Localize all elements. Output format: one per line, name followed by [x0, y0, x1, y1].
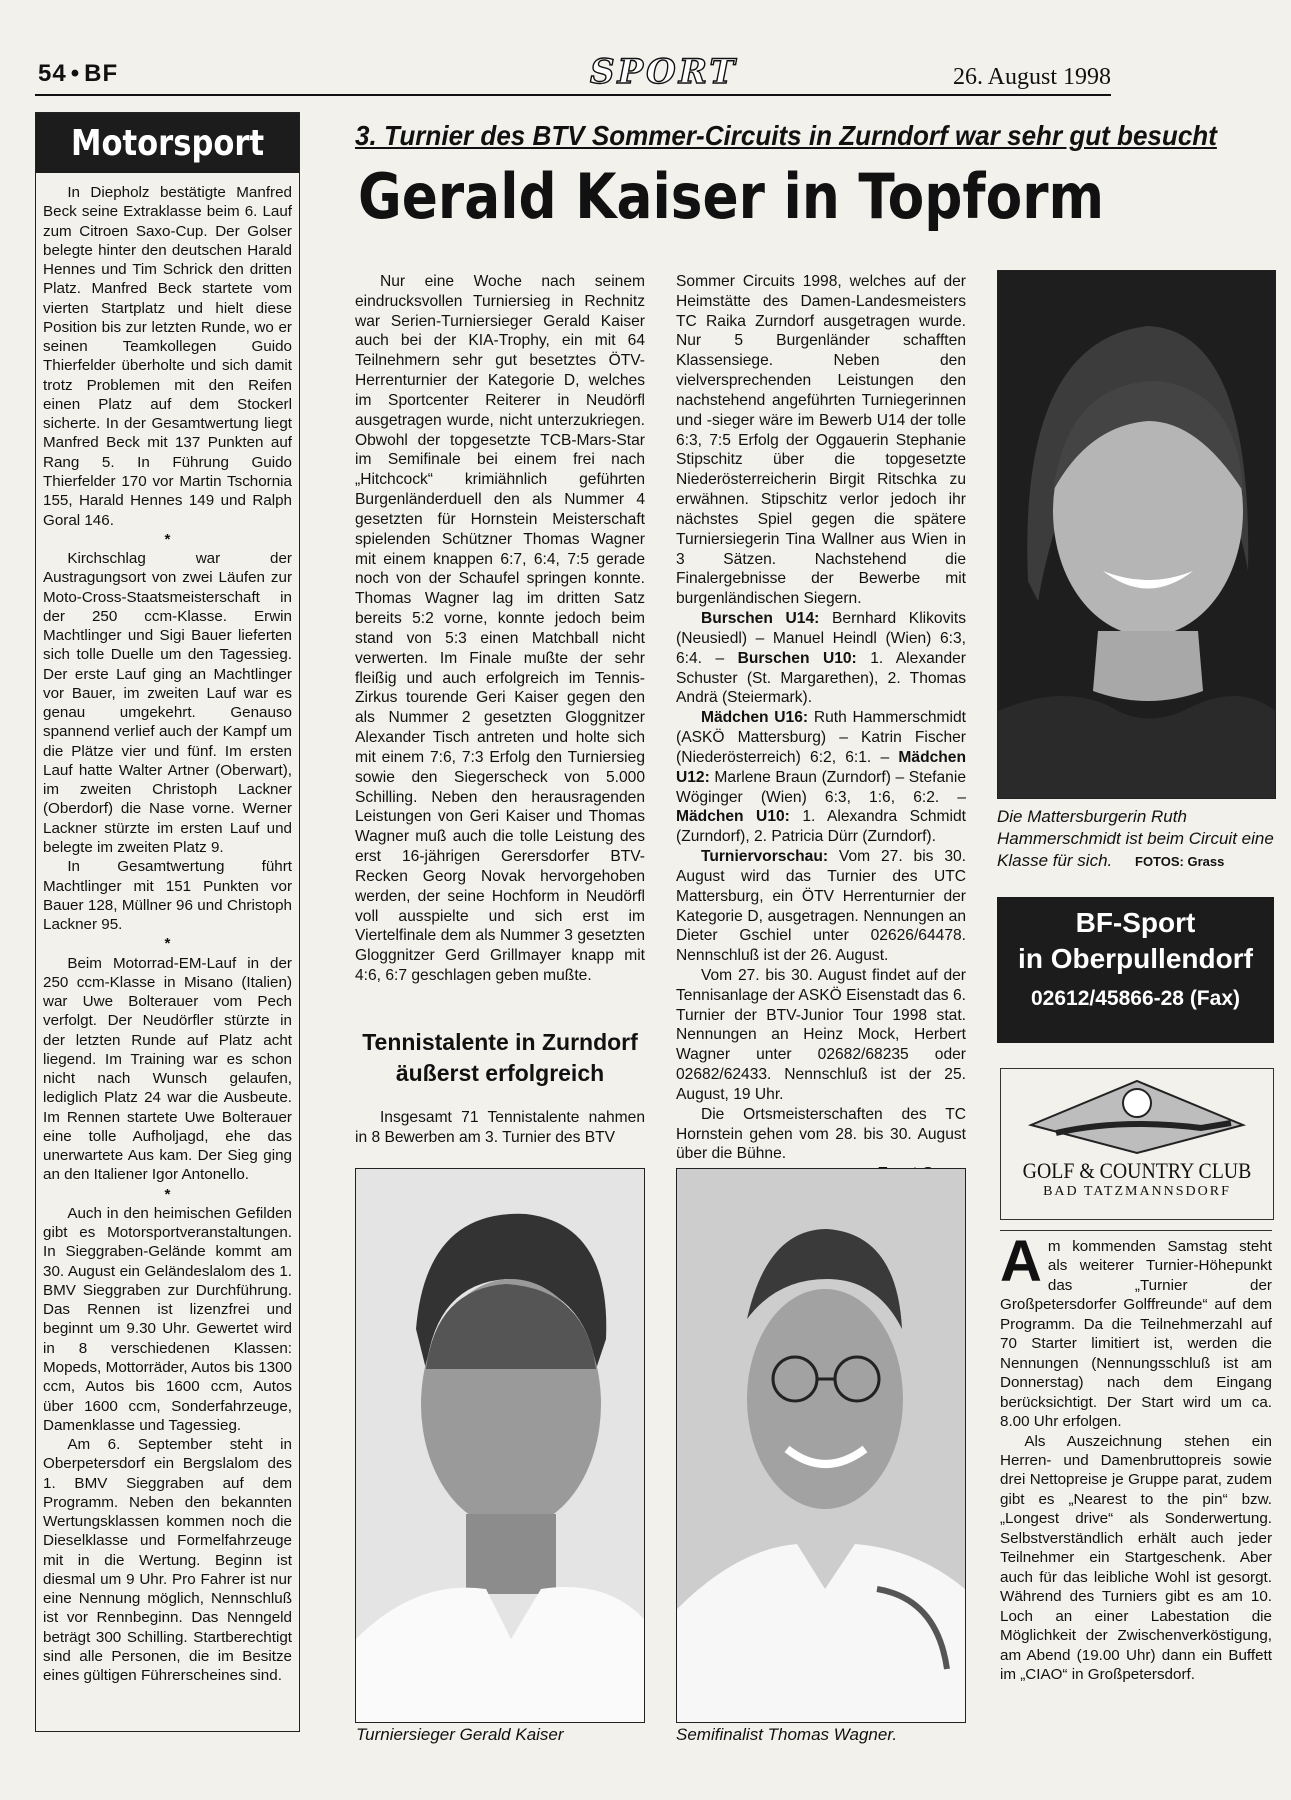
golf-para-1: Am kommenden Samstag steht als weiterer Turnier-Höhepunkt das „Turnier der Großpetersdorfer Golffreunde“ auf dem Programm. Da die Teilnehmerzahl auf 70 Starter limitiert ist, werden die Nennungen (Nennungsschluß ist am Donnerstag) nach dem Eingang berücksichtigt. Der Start wird um ca. 8.00 Uhr erfolgen. — [1000, 1229, 1272, 1431]
separator: * — [164, 530, 171, 548]
separator: * — [164, 1185, 171, 1203]
golf-emblem-icon — [1001, 1073, 1273, 1158]
issue-date: 26. August 1998 — [952, 64, 1111, 90]
article-headline: Gerald Kaiser in Topform — [358, 160, 1105, 233]
portrait-girl-icon — [998, 271, 1275, 798]
article-column-2 — [676, 272, 966, 1184]
photo-gerald-kaiser — [355, 1168, 645, 1723]
photo-ruth-hammerschmidt — [997, 270, 1276, 799]
dropcap: A — [1000, 1229, 1042, 1294]
caption-kaiser: Turniersieger Gerald Kaiser — [356, 1725, 564, 1744]
golf-para-2: Als Auszeichnung stehen ein Herren- und Damenbruttopreis sowie drei Nettopreise je Gruppe parat, zudem gibt es „Nearest to the pin“ bzw. „Longest drive“ als Sonderwertung. Selbstverständlich erhält auch jeder Teilnehmer ein Startgeschenk. Aber auch für das leibliche Wohl ist gesorgt. Während des Turniers gibt es am 10. Loch an einer Labestation die Möglichkeit der Zwischenverköstigung, am Abend (19.00 Uhr) dann ein Buffett im „CIAO“ in Großpetersdorf. — [1000, 1432, 1272, 1683]
result-u14: Burschen U14: Bernhard Klikovits (Neusiedl) – Manuel Heindl (Wien) 6:3, 6:4. – Burschen U10: 1. Alexander Schuster (St. Margarethen), 2. Thomas Andrä (Steiermark). — [676, 610, 966, 707]
page-number: 54 • BF — [38, 60, 119, 87]
photo-thomas-wagner — [676, 1168, 966, 1723]
bf-sport-box — [997, 897, 1274, 1043]
motorsport-para: In Diepholz bestätigte Manfred Beck seine Extraklasse beim 6. Lauf zum Citroen Saxo-Cup. Der Golser belegte hinter den deutschen Harald Hennes und Tim Schrick den dritten Platz. Manfred Beck startete vom vierten Startplatz und hielt diese Position bis zur letzten Runde, wo er seinen Teamkollegen Guido Thierfelder überholte und sich damit trotz Problemen mit den Reifen einen Platz auf dem Stockerl sicherte. In der Gesamtwertung liegt Manfred Beck mit 137 Punkten auf Rang 5. In Führung Guido Thierfelder 170 vor Martin Tschornia 155, Harald Hennes 149 und Ralph Goral 146. — [43, 184, 292, 529]
caption-wagner: Semifinalist Thomas Wagner. — [676, 1725, 898, 1744]
motorsport-para: Am 6. September steht in Oberpetersdorf ein Bergslalom des 1. BMV Sieggraben auf dem Programm. Neben den bekannten Wertungsklassen kommen noch die Dieselklasse und Formelfahrzeuge mit in die Wertung. Beginn ist diesmal um 9 Uhr. Pro Fahrer ist nur eine Nennung möglich, Nennschluß ist vor Rennbeginn. Das Nenngeld beträgt 300 Schilling. Startberechtigt sind alle Personen, die im Besitze eines gültigen Führerscheines sind. — [43, 1436, 292, 1685]
article-para: Insgesamt 71 Tennistalente nahmen in 8 Bewerben am 3. Turnier des BTV — [355, 1109, 645, 1146]
motorsport-text — [36, 173, 299, 1686]
portrait-man-icon — [356, 1169, 644, 1722]
article-para: Sommer Circuits 1998, welches auf der Heimstätte des Damen-Landesmeisters TC Raika Zurndorf ausgetragen wurde. Nur 5 Burgenländer schafften Klassensiege. Neben den vielversprechenden Leistungen den nachstehend angeführten Turniegerinnen und -sieger wäre im Bewerb U14 der tolle 6:3, 7:5 Erfolg der Oggauerin Stephanie Stipschitz über die topgesetzte Niederösterreicherin Birgit Ritschka zu erwähnen. Stipschitz verlor jedoch ihr nächstes Spiel gegen die spätere Turniersiegerin Tina Wallner aus Wien in 3 Sätzen. Nachstehend die Finalergebnisse der Bewerbe mit burgenländischen Siegern. — [676, 273, 966, 608]
article-column-1b — [355, 1108, 645, 1148]
subhead: Tennistalente in Zurndorf äußerst erfolgreich — [362, 1029, 638, 1087]
golf-article — [1000, 1230, 1272, 1684]
section-title: SPORT — [590, 52, 738, 92]
motorsport-para: Kirchschlag war der Austragungsort von zwei Läufen zur Moto-Cross-Staatsmeisterschaft in der 250 ccm-Klasse. Erwin Machtlinger und Sigi Bauer lieferten sich tolle Duelle um den Tagessieg. Der erste Lauf ging an Machtlinger vor Bauer, im zweiten Lauf war es genau umgekehrt. Genauso spannend verlief auch der Kampf um die Plätze vier und fünf. Im ersten Lauf hatte Walter Artner (Oberwart), im zweiten Christoph Lackner (Oberdorf) die Nase vorne. Werner Lackner stürzte im ersten Lauf und belegte im zweiten Platz 9. — [43, 549, 292, 856]
article-para: Die Ortsmeisterschaften des TC Hornstein gehen vom 28. bis 30. August über die Bühne. — [676, 1105, 966, 1184]
bf-sport-location: in Oberpullendorf — [1018, 943, 1253, 974]
article-overline: 3. Turnier des BTV Sommer-Circuits in Zurndorf war sehr gut besucht — [355, 120, 1217, 151]
motorsport-box — [35, 112, 300, 1732]
bf-sport-phone: 02612/45866-28 (Fax) — [1031, 987, 1240, 1010]
golf-club-name: GOLF & COUNTRY CLUB — [1022, 1158, 1252, 1183]
photo-credit: FOTOS: Grass — [1135, 854, 1225, 870]
caption-ruth: Die Mattersburgerin Ruth Hammerschmidt ist beim Circuit eine Klasse für sich. FOTOS: Grass — [997, 807, 1274, 871]
header-rule — [35, 94, 1111, 96]
article-para: Vom 27. bis 30. August findet auf der Tennisanlage der ASKÖ Eisenstadt das 6. Turnier der BTV-Junior Tour 1998 stat. Nennungen an Heinz Mock, Herbert Wagner unter 02682/68235 oder 02682/62433. Nennschluß ist der 25. August, 19 Uhr. — [676, 966, 966, 1103]
separator: * — [164, 935, 171, 953]
golf-logo-box — [1000, 1068, 1274, 1220]
result-u16: Mädchen U16: Ruth Hammerschmidt (ASKÖ Mattersburg) – Katrin Fischer (Niederösterreich) 6:2, 6:1. – Mädchen U12: Marlene Braun (Zurndorf) – Stefanie Wöginger (Wien) 6:3, 1:6, 6:2. – Mädchen U10: 1. Alexandra Schmidt (Zurndorf), 2. Patricia Dürr (Zurndorf). — [676, 709, 966, 846]
article-column-1 — [355, 272, 645, 986]
bf-sport-title: BF-Sport — [1075, 907, 1196, 938]
motorsport-para: Beim Motorrad-EM-Lauf in der 250 ccm-Klasse in Misano (Italien) war Uwe Bolterauer vom Pech verfolgt. Der Neudörfler stürzte in der letzten Runde auf Platz acht liegend. Im Training war es schon nicht nach Wunsch gelaufen, lediglich Platz 24 war die Ausbeute. Im Rennen startete Uwe Bolterauer eine tolle Aufholjagd, ehe das unerwartete Aus kam. Der Sieg ging an den Italiener Igor Antonello. — [43, 954, 292, 1184]
article-para: Nur eine Woche nach seinem eindrucksvollen Turniersieg in Rechnitz war Serien-Turniersieger Gerald Kaiser auch bei der KIA-Trophy, ein mit 64 Teilnehmern sehr gut besetztes ÖTV-Herrenturnier der Kategorie D, welches im Sportcenter Reiterer in Neudörfl ausgetragen wurde, nicht unterzukriegen. Obwohl der topgesetzte TCB-Mars-Star im Semifinale bei einem frei nach „Hitchcock“ krimiähnlich geführten Burgenländerduell den als Nummer 4 gesetzten für Hornstein Meisterschaft spielenden Schützner Thomas Wagner mit einem knappen 6:7, 6:4, 7:5 gerade noch von der Schaufel springen konnte. Thomas Wagner lag im dritten Satz bereits 5:2 vorne, konnte jedoch beim stand von 5:3 einen Matchball nicht verwerten. Im Finale mußte der sehr fleißig und auch erfolgreich im Tennis-Zirkus tourende Geri Kaiser gegen den als Nummer 2 gesetzten Gloggnitzer Alexander Tisch antreten und holte sich mit einem 7:6, 7:3 Erfolg den Turniersieg sowie den Siegerscheck von 5.000 Schilling. Neben den herausragenden Leistungen von Geri Kaiser und Thomas Wagner muß auch die tolle Leistung des erst 16-jährigen Gerersdorfer BTV-Recken Georg Novak hervorgehoben werden, der seine Hochform in Neudörfl voll ausspielte und sich erst im Viertelfinale dem als Nummer 3 gesetzten Gloggnitzer Gerd Grillmayer knapp mit 4:6, 6:7 geschlagen geben mußte. — [355, 273, 645, 984]
golf-club-location: BAD TATZMANNSDORF — [1043, 1184, 1231, 1199]
motorsport-heading: Motorsport — [36, 113, 299, 173]
motorsport-para: Auch in den heimischen Gefilden gibt es Motorsportveranstaltungen. In Sieggraben-Gelände kommt am 30. August ein Geländeslalom des 1. BMV Sieggraben zur Durchführung. Das Rennen ist lizenzfrei und beginnt um 9.30 Uhr. Gewertet wird in 8 verschiedenen Klassen: Mopeds, Mottorräder, Autos bis 1300 ccm, Autos bis 1600 ccm, Autos über 1600 ccm, Sonderfahrzeuge, Damenklasse und Tagessieg. — [43, 1204, 292, 1434]
tournament-preview: Turniervorschau: Vom 27. bis 30. August wird das Turnier des UTC Mattersburg, ein ÖTV Herrenturnier der Kategorie D, ausgetragen. Nennungen an Dieter Gschiel unter 02626/64478. Nennschluß ist der 26. August. — [676, 848, 966, 965]
motorsport-para: In Gesamtwertung führt Machtlinger mit 151 Punkten vor Bauer 128, Müllner 96 und Christoph Lackner 95. — [43, 858, 292, 934]
portrait-man-glasses-icon — [677, 1169, 965, 1722]
